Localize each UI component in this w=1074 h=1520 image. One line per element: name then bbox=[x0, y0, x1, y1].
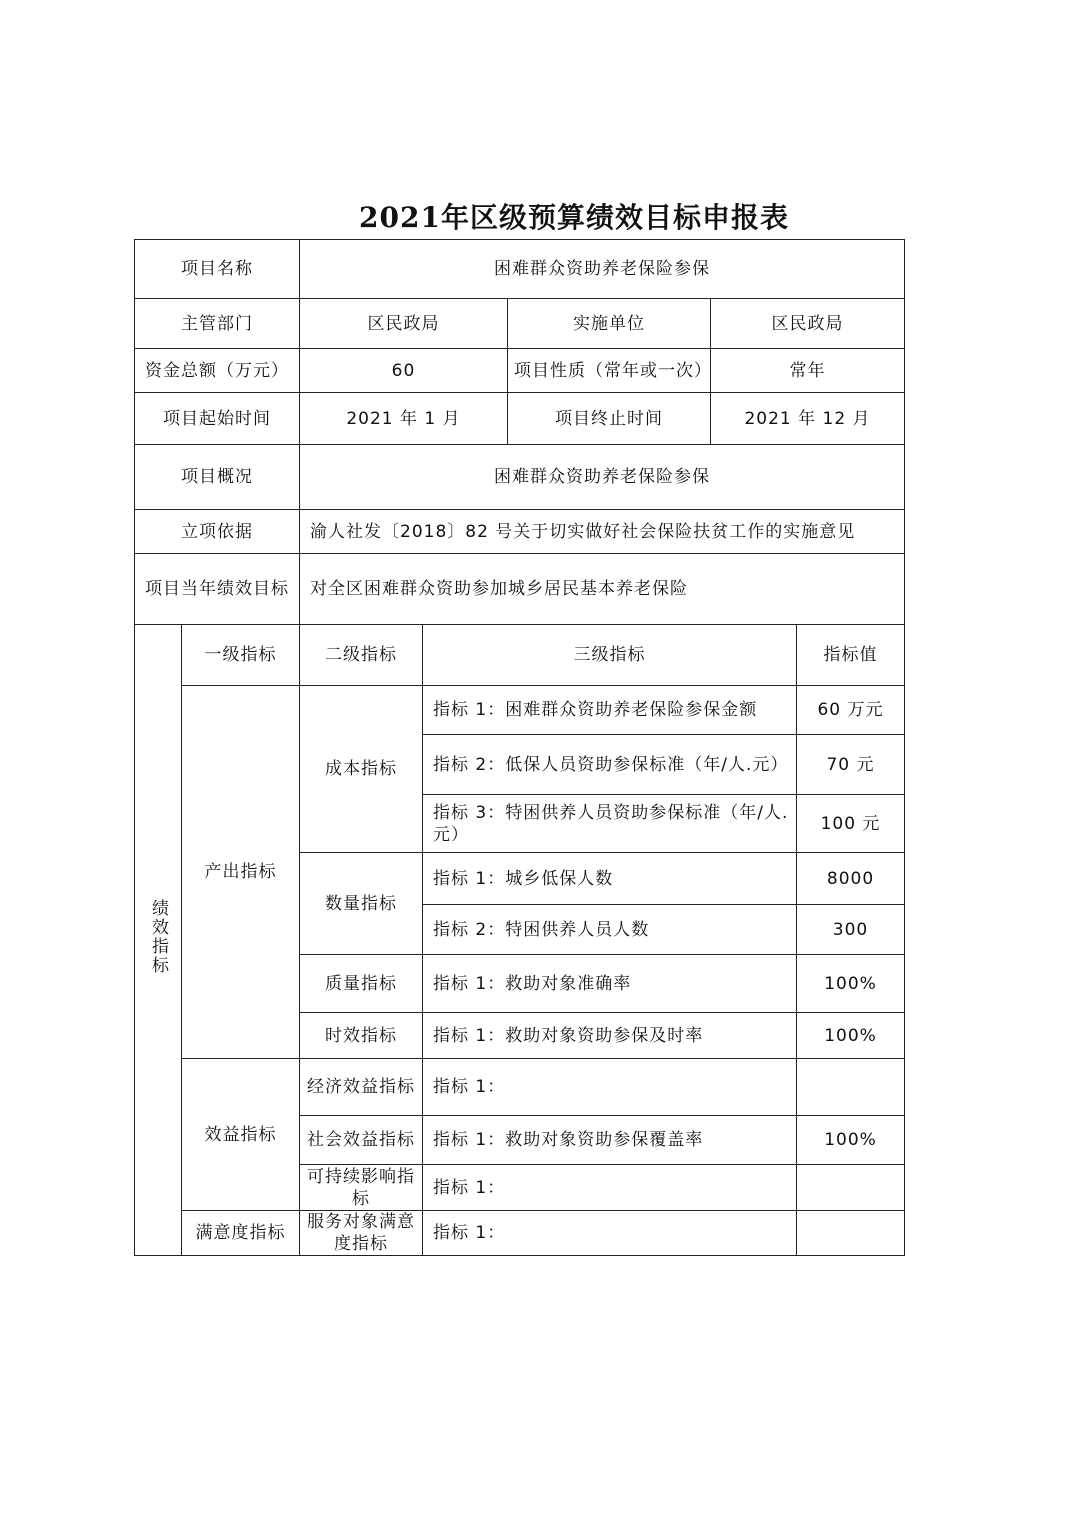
indicator-value: 70 元 bbox=[797, 735, 905, 795]
cost-label: 成本指标 bbox=[300, 686, 423, 853]
goal-value: 对全区困难群众资助参加城乡居民基本养老保险 bbox=[300, 554, 905, 625]
dept-value: 区民政局 bbox=[300, 299, 508, 349]
service-label: 服务对象满意度指标 bbox=[300, 1211, 423, 1256]
indicator-text: 指标 1： bbox=[423, 1211, 797, 1256]
quality-label: 质量指标 bbox=[300, 955, 423, 1013]
benefit-label: 效益指标 bbox=[182, 1059, 300, 1211]
header-level1: 一级指标 bbox=[182, 625, 300, 686]
satisfaction-label: 满意度指标 bbox=[182, 1211, 300, 1256]
header-value: 指标值 bbox=[797, 625, 905, 686]
indicator-value: 100% bbox=[797, 955, 905, 1013]
dept-label: 主管部门 bbox=[135, 299, 300, 349]
indicator-value: 100% bbox=[797, 1116, 905, 1165]
row-basis bbox=[135, 510, 905, 554]
impl-value: 区民政局 bbox=[711, 299, 905, 349]
budget-form-table bbox=[134, 239, 905, 1256]
section-label: 绩效指标 bbox=[148, 899, 168, 975]
indicator-text: 指标 3：特困供养人员资助参保标准（年/人.元） bbox=[423, 795, 797, 853]
overview-label: 项目概况 bbox=[135, 445, 300, 510]
indicator-text: 指标 1： bbox=[423, 1165, 797, 1211]
economic-label: 经济效益指标 bbox=[300, 1059, 423, 1116]
indicator-value: 100% bbox=[797, 1013, 905, 1059]
row-dept bbox=[135, 299, 905, 349]
indicator-value: 100 元 bbox=[797, 795, 905, 853]
timely-label: 时效指标 bbox=[300, 1013, 423, 1059]
indicator-text: 指标 1： bbox=[423, 1059, 797, 1116]
project-name-label: 项目名称 bbox=[135, 240, 300, 299]
row-time bbox=[135, 393, 905, 445]
indicator-text: 指标 2：特困供养人员人数 bbox=[423, 905, 797, 955]
row-goal bbox=[135, 554, 905, 625]
basis-label: 立项依据 bbox=[135, 510, 300, 554]
impl-label: 实施单位 bbox=[508, 299, 711, 349]
fund-label: 资金总额（万元） bbox=[135, 349, 300, 393]
sustain-label: 可持续影响指标 bbox=[300, 1165, 423, 1211]
page-title: 2021年区级预算绩效目标申报表 bbox=[359, 201, 789, 234]
indicator-value: 300 bbox=[797, 905, 905, 955]
indicator-text: 指标 1：救助对象资助参保及时率 bbox=[423, 1013, 797, 1059]
indicator-value bbox=[797, 1165, 905, 1211]
basis-value: 渝人社发〔2018〕82 号关于切实做好社会保险扶贫工作的实施意见 bbox=[300, 510, 905, 554]
overview-value: 困难群众资助养老保险参保 bbox=[300, 445, 905, 510]
indicator-text: 指标 1：救助对象准确率 bbox=[423, 955, 797, 1013]
indicator-text: 指标 2：低保人员资助参保标准（年/人.元） bbox=[423, 735, 797, 795]
row-service bbox=[135, 1211, 905, 1256]
nature-label: 项目性质（常年或一次） bbox=[508, 349, 711, 393]
section-label-cell bbox=[135, 625, 182, 1256]
indicator-text: 指标 1：救助对象资助参保覆盖率 bbox=[423, 1116, 797, 1165]
fund-value: 60 bbox=[300, 349, 508, 393]
row-cost-1 bbox=[135, 686, 905, 735]
indicator-value bbox=[797, 1211, 905, 1256]
end-label: 项目终止时间 bbox=[508, 393, 711, 445]
project-name-value: 困难群众资助养老保险参保 bbox=[300, 240, 905, 299]
indicator-value: 8000 bbox=[797, 853, 905, 905]
row-economic bbox=[135, 1059, 905, 1116]
row-project-name bbox=[135, 240, 905, 299]
indicator-value bbox=[797, 1059, 905, 1116]
row-fund bbox=[135, 349, 905, 393]
row-overview bbox=[135, 445, 905, 510]
start-label: 项目起始时间 bbox=[135, 393, 300, 445]
indicator-text: 指标 1：城乡低保人数 bbox=[423, 853, 797, 905]
indicator-value: 60 万元 bbox=[797, 686, 905, 735]
social-label: 社会效益指标 bbox=[300, 1116, 423, 1165]
row-indicator-header bbox=[135, 625, 905, 686]
nature-value: 常年 bbox=[711, 349, 905, 393]
header-level2: 二级指标 bbox=[300, 625, 423, 686]
quantity-label: 数量指标 bbox=[300, 853, 423, 955]
output-label: 产出指标 bbox=[182, 686, 300, 1059]
indicator-text: 指标 1：困难群众资助养老保险参保金额 bbox=[423, 686, 797, 735]
goal-label: 项目当年绩效目标 bbox=[135, 554, 300, 625]
header-level3: 三级指标 bbox=[423, 625, 797, 686]
start-value: 2021 年 1 月 bbox=[300, 393, 508, 445]
end-value: 2021 年 12 月 bbox=[711, 393, 905, 445]
